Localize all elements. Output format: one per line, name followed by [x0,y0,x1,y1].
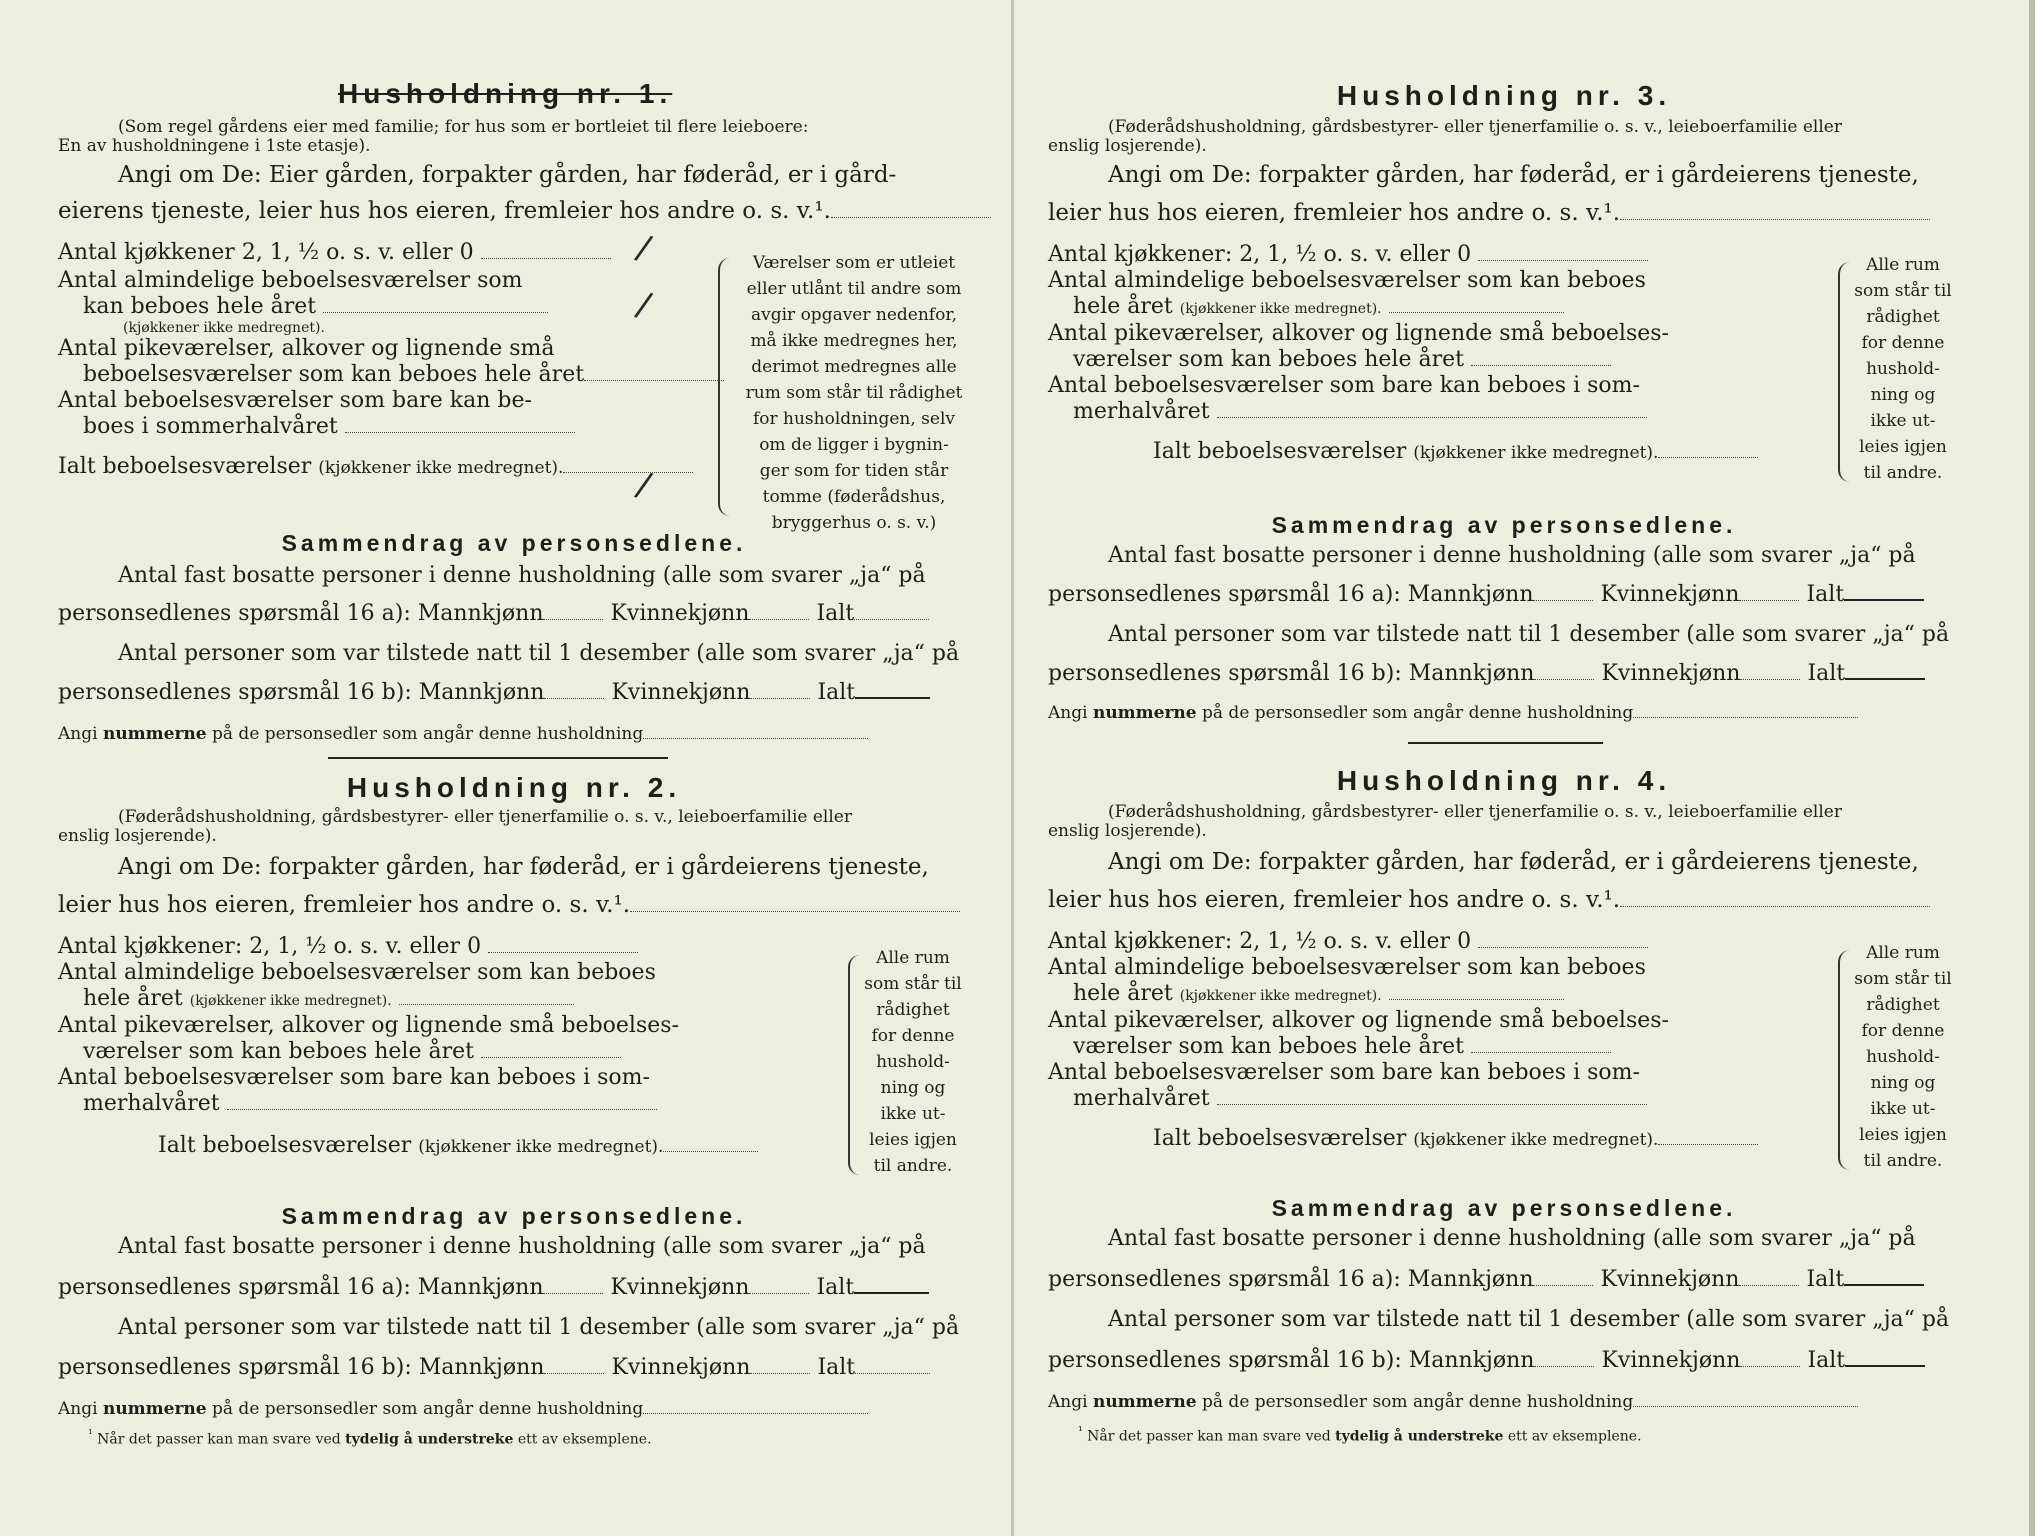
nummer-text: på de personsedler som angår denne husholdning [212,724,644,744]
household-2 [58,772,970,1161]
side-note-1: Værelser som er utleiet eller utlånt til andre som avgir opgaver nedenfor, må ikke medregnes her, derimot medregnes alle rum som står til rådighet for husholdningen, selv om de ligger i bygnin- ger som for tiden står tomme (føderådshus, bryggerhus o. s. v.) [745,253,963,533]
female-present-field[interactable] [1740,1348,1800,1367]
nummer-field[interactable] [1633,699,1858,718]
handwritten-mark: / [632,284,656,326]
nummer-bold: nummerne [102,724,207,744]
female-present-field[interactable] [750,680,810,699]
rooms-label-2: kan beboes hele året [83,294,317,319]
female-present-field[interactable] [750,1355,810,1374]
small-rooms-label-2: beboelsesværelser som kan beboes hele året [83,362,585,387]
side-note-2: Alle rum som står til rådighet for denne hushold- ning og ikke ut- leies igjen til andre. [864,948,962,1176]
household-3-intro: (Føderådshusholdning, gårdsbestyrer- eller tjenerfamilie o. s. v., leieboerfamilie eller [1108,117,1842,137]
summary-male-label: personsedlenes spørsmål 16 a): Mannkjønn [1048,582,1534,607]
female-label: Kvinnekjønn [610,601,750,626]
summary-2 [58,1203,970,1419]
male-present-field[interactable] [544,1355,604,1374]
total-rooms-field[interactable] [1658,439,1758,458]
small-rooms-label-2: værelser som kan beboes hele året [83,1039,474,1064]
rooms-label-2: hele året [1073,294,1173,319]
nummer-text: på de personsedler som angår denne husholdning [1202,703,1634,723]
summer-rooms-field[interactable] [345,414,575,433]
rooms-label: Antal almindelige beboelsesværelser som kan beboes [1048,268,1646,293]
brace [718,258,734,516]
male-resident-field[interactable] [543,1275,603,1294]
female-label: Kvinnekjønn [1601,1348,1741,1373]
left-page [58,0,970,1536]
footnote: $^{^1}$ Når det passer kan man svare ved tydelig å understreke ett av eksemplene. [1078,1424,1642,1445]
summer-rooms-label: Antal beboelsesværelser som bare kan be- [58,388,532,413]
nummer-field[interactable] [1633,1388,1858,1407]
page-fold [1011,0,1014,1536]
summary-3 [1048,512,1960,723]
rooms-note: (kjøkkener ikke medregnet). [1179,988,1382,1004]
ialt-label: Ialt [816,1275,855,1300]
summary-male-label: personsedlenes spørsmål 16 b): Mannkjønn [58,680,545,705]
total-resident-field[interactable] [854,1272,929,1294]
ialt-label: Ialt [1807,1348,1846,1373]
summer-rooms-label-2: merhalvåret [1073,1086,1210,1111]
household-2-title: Husholdning nr. 2. [346,772,682,803]
male-present-field[interactable] [544,680,604,699]
rooms-note: (kjøkkener ikke medregnet). [123,320,325,336]
side-note-3: Alle rum som står til rådighet for denne hushold- ning og ikke ut- leies igjen til andre. [1854,255,1952,483]
rooms-field[interactable] [323,294,548,313]
total-resident-field[interactable] [1844,579,1924,601]
summary-resident-text: Antal fast bosatte personer i denne husholdning (alle som svarer „ja“ på [1108,1226,1916,1251]
male-present-field[interactable] [1534,1348,1594,1367]
rooms-field[interactable] [399,986,574,1005]
household-3-intro-2: enslig losjerende). [1048,136,1207,156]
female-label: Kvinnekjønn [610,1275,750,1300]
status-field[interactable] [630,893,960,912]
household-4-intro-2: enslig losjerende). [1048,821,1207,841]
summary-resident-text: Antal fast bosatte personer i denne husholdning (alle som svarer „ja“ på [118,1234,926,1259]
summary-title: Sammendrag av personsedlene. [281,530,747,556]
rooms-note: (kjøkkener ikke medregnet). [189,993,392,1009]
female-label: Kvinnekjønn [611,1355,751,1380]
total-rooms-label: Ialt beboelsesværelser [158,1133,412,1158]
summary-male-label: personsedlenes spørsmål 16 a): Mannkjønn [58,1275,544,1300]
household-4-angi-2: leier hus hos eieren, fremleier hos andre o. s. v.¹. [1048,887,1621,913]
summer-rooms-label-2: boes i sommerhalvåret [83,414,338,439]
summary-title: Sammendrag av personsedlene. [1271,1195,1737,1221]
household-1-title: Husholdning nr. 1. [338,78,673,109]
household-2-angi: Angi om De: forpakter gården, har føderåd, er i gårdeierens tjeneste, [118,854,929,880]
rooms-label: Antal almindelige beboelsesværelser som kan beboes [58,960,656,985]
ialt-label: Ialt [1806,1267,1845,1292]
household-4-title: Husholdning nr. 4. [1336,765,1672,796]
kitchen-count-field[interactable] [1478,242,1648,261]
household-1-intro-2: En av husholdningene i 1ste etasje). [58,136,371,156]
female-resident-field[interactable] [749,601,809,620]
rooms-field[interactable] [1389,981,1564,1000]
summary-male-label: personsedlenes spørsmål 16 a): Mannkjønn [1048,1267,1534,1292]
summary-male-label: personsedlenes spørsmål 16 a): Mannkjønn [58,601,544,626]
household-4-intro: (Føderådshusholdning, gårdsbestyrer- eller tjenerfamilie o. s. v., leieboerfamilie eller [1108,802,1842,822]
rooms-label: Antal almindelige beboelsesværelser som [58,268,523,293]
summary-1 [58,530,970,744]
small-rooms-field[interactable] [481,1039,621,1058]
kitchen-count-label: Antal kjøkkener 2, 1, ½ o. s. v. eller 0 [58,240,474,265]
female-label: Kvinnekjønn [611,680,751,705]
total-rooms-field[interactable] [663,1133,758,1152]
nummer-field[interactable] [643,1395,868,1414]
summary-present-text: Antal personer som var tilstede natt til 1 desember (alle som svarer „ja“ på [1108,622,1950,647]
household-3-angi-2: leier hus hos eieren, fremleier hos andre o. s. v.¹. [1048,200,1621,226]
summer-rooms-label: Antal beboelsesværelser som bare kan beboes i som- [58,1065,650,1090]
male-resident-field[interactable] [543,601,603,620]
total-rooms-note: (kjøkkener ikke medregnet). [318,458,564,478]
female-resident-field[interactable] [749,1275,809,1294]
household-3-angi: Angi om De: forpakter gården, har føderåd, er i gårdeierens tjeneste, [1108,162,1919,188]
small-rooms-label: Antal pikeværelser, alkover og lignende små beboelses- [1048,1008,1669,1033]
sheet-edge [2029,0,2035,1536]
nummer-label: Angi [58,1399,98,1419]
summer-rooms-label-2: merhalvåret [1073,399,1210,424]
female-resident-field[interactable] [1739,582,1799,601]
small-rooms-label: Antal pikeværelser, alkover og lignende små beboelses- [1048,321,1669,346]
household-1-intro: (Som regel gårdens eier med familie; for hus som er bortleiet til flere leieboere: [118,117,809,137]
ialt-label: Ialt [1807,661,1846,686]
small-rooms-label-2: værelser som kan beboes hele året [1073,347,1464,372]
household-2-intro: (Føderådshusholdning, gårdsbestyrer- eller tjenerfamilie o. s. v., leieboerfamilie eller [118,807,852,827]
total-resident-field[interactable] [854,601,929,620]
side-note-4: Alle rum som står til rådighet for denne hushold- ning og ikke ut- leies igjen til andre. [1854,943,1952,1171]
household-3-title: Husholdning nr. 3. [1336,80,1672,111]
summer-rooms-field[interactable] [227,1091,657,1110]
female-label: Kvinnekjønn [1600,1267,1740,1292]
summary-4 [1048,1195,1960,1412]
status-field[interactable] [1620,201,1930,220]
total-rooms-field[interactable] [1658,1126,1758,1145]
handwritten-mark: / [632,227,656,269]
summer-rooms-label-2: merhalvåret [83,1091,220,1116]
male-present-field[interactable] [1534,661,1594,680]
summary-male-label: personsedlenes spørsmål 16 b): Mannkjønn [1048,661,1535,686]
status-field[interactable] [831,199,991,218]
rooms-label-2: hele året [1073,981,1173,1006]
ialt-label: Ialt [817,680,856,705]
ialt-label: Ialt [817,1355,856,1380]
small-rooms-label: Antal pikeværelser, alkover og lignende små beboelses- [58,1013,679,1038]
ialt-label: Ialt [1806,582,1845,607]
summary-resident-text: Antal fast bosatte personer i denne husholdning (alle som svarer „ja“ på [118,563,926,588]
nummer-field[interactable] [643,720,868,739]
rooms-note: (kjøkkener ikke medregnet). [1179,301,1382,317]
summary-male-label: personsedlenes spørsmål 16 b): Mannkjønn [1048,1348,1535,1373]
total-rooms-field[interactable] [563,454,693,473]
summary-present-text: Antal personer som var tilstede natt til 1 desember (alle som svarer „ja“ på [118,1315,960,1340]
male-resident-field[interactable] [1533,1267,1593,1286]
footnote: $^{^1}$ Når det passer kan man svare ved tydelig å understreke ett av eksemplene. [88,1427,652,1448]
summary-present-text: Antal personer som var tilstede natt til 1 desember (alle som svarer „ja“ på [118,641,960,666]
household-3 [1048,80,1960,467]
nummer-text: på de personsedler som angår denne husholdning [1202,1392,1634,1412]
female-label: Kvinnekjønn [1600,582,1740,607]
nummer-label: Angi [58,724,98,744]
summary-resident-text: Antal fast bosatte personer i denne husholdning (alle som svarer „ja“ på [1108,543,1916,568]
section-divider [1408,742,1603,744]
summer-rooms-label: Antal beboelsesværelser som bare kan beboes i som- [1048,1060,1640,1085]
total-present-field[interactable] [1845,1345,1925,1367]
ialt-label: Ialt [816,601,855,626]
total-present-field[interactable] [1845,658,1925,680]
rooms-label-2: hele året [83,986,183,1011]
total-rooms-label: Ialt beboelsesværelser [58,454,312,479]
nummer-text: på de personsedler som angår denne husholdning [212,1399,644,1419]
summary-present-text: Antal personer som var tilstede natt til 1 desember (alle som svarer „ja“ på [1108,1307,1950,1332]
total-rooms-label: Ialt beboelsesværelser [1153,1126,1407,1151]
small-rooms-field[interactable] [584,362,724,381]
total-rooms-note: (kjøkkener ikke medregnet). [1413,443,1659,463]
rooms-label: Antal almindelige beboelsesværelser som kan beboes [1048,955,1646,980]
handwritten-mark: / [632,464,656,506]
female-present-field[interactable] [1740,661,1800,680]
total-rooms-note: (kjøkkener ikke medregnet). [418,1137,664,1157]
household-2-angi-2: leier hus hos eieren, fremleier hos andre o. s. v.¹. [58,892,631,918]
small-rooms-field[interactable] [1471,1034,1611,1053]
nummer-label: Angi [1048,703,1088,723]
household-1-angi-2: eierens tjeneste, leier hus hos eieren, fremleier hos andre o. s. v.¹. [58,198,831,224]
kitchen-count-label: Antal kjøkkener: 2, 1, ½ o. s. v. eller 0 [1048,242,1472,267]
status-field[interactable] [1620,888,1930,907]
nummer-bold: nummerne [1092,703,1197,723]
small-rooms-label-2: værelser som kan beboes hele året [1073,1034,1464,1059]
total-present-field[interactable] [855,677,930,699]
summer-rooms-field[interactable] [1217,1086,1647,1105]
summary-male-label: personsedlenes spørsmål 16 b): Mannkjønn [58,1355,545,1380]
nummer-bold: nummerne [1092,1392,1197,1412]
right-page [1048,0,1960,1536]
household-2-intro-2: enslig losjerende). [58,826,217,846]
total-rooms-label: Ialt beboelsesværelser [1153,439,1407,464]
section-divider [328,757,668,759]
total-resident-field[interactable] [1844,1264,1924,1286]
small-rooms-field[interactable] [1471,347,1611,366]
rooms-field[interactable] [1389,294,1564,313]
female-resident-field[interactable] [1739,1267,1799,1286]
kitchen-count-label: Antal kjøkkener: 2, 1, ½ o. s. v. eller 0 [1048,929,1472,954]
male-resident-field[interactable] [1533,582,1593,601]
kitchen-count-field[interactable] [1478,929,1648,948]
nummer-bold: nummerne [102,1399,207,1419]
kitchen-count-label: Antal kjøkkener: 2, 1, ½ o. s. v. eller 0 [58,934,482,959]
summer-rooms-field[interactable] [1217,399,1647,418]
household-1-angi: Angi om De: Eier gården, forpakter gården, har føderåd, er i gård- [118,162,897,188]
kitchen-count-field[interactable] [481,240,611,259]
summary-title: Sammendrag av personsedlene. [281,1203,747,1229]
summary-title: Sammendrag av personsedlene. [1271,512,1737,538]
female-label: Kvinnekjønn [1601,661,1741,686]
kitchen-count-field[interactable] [488,934,638,953]
small-rooms-label: Antal pikeværelser, alkover og lignende små [58,336,555,361]
total-present-field[interactable] [855,1355,930,1374]
nummer-label: Angi [1048,1392,1088,1412]
total-rooms-note: (kjøkkener ikke medregnet). [1413,1130,1659,1150]
summer-rooms-label: Antal beboelsesværelser som bare kan beboes i som- [1048,373,1640,398]
household-4 [1048,765,1960,1154]
household-4-angi: Angi om De: forpakter gården, har føderåd, er i gårdeierens tjeneste, [1108,849,1919,875]
